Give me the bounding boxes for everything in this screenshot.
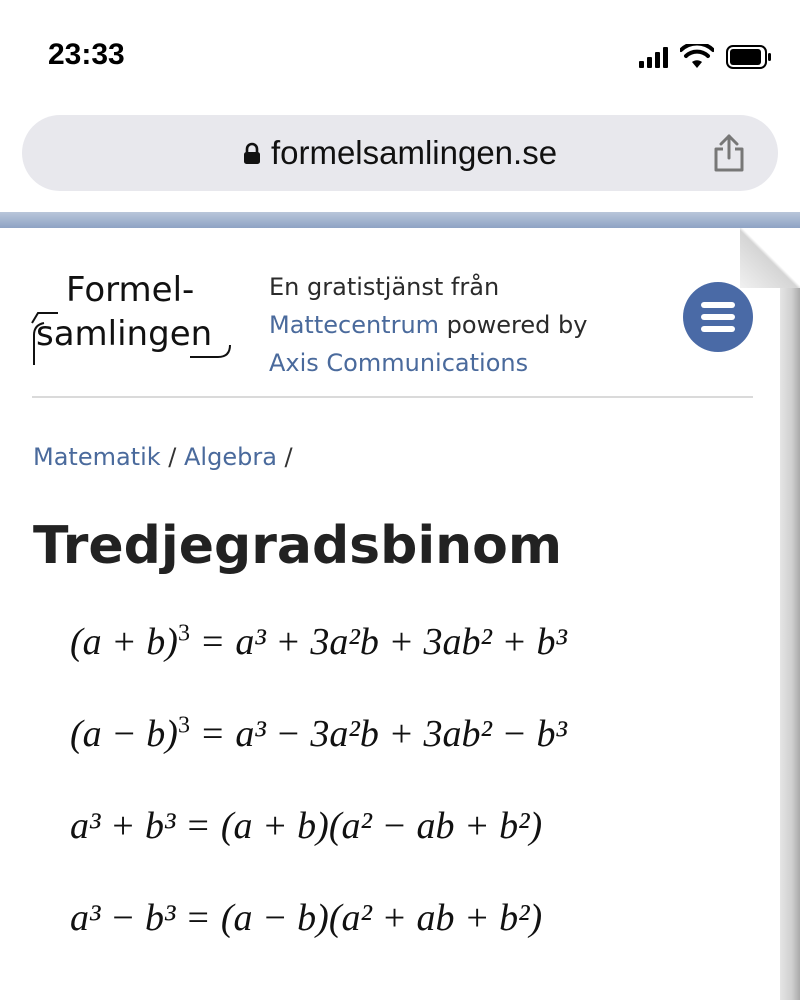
formula-3: a³ + b³ = (a + b)(a² − ab + b²) <box>70 805 543 847</box>
page-title: Tredjegradsbinom <box>33 516 563 576</box>
site-logo[interactable] <box>30 265 255 369</box>
status-bar <box>0 0 800 110</box>
page-curl-corner <box>740 228 800 288</box>
page-curl-edge <box>780 228 800 1000</box>
tagline <box>269 268 587 382</box>
breadcrumb: Matematik / Algebra / <box>33 443 293 471</box>
lock-icon <box>243 142 261 164</box>
share-icon[interactable] <box>712 133 746 173</box>
axis-link[interactable]: Axis Communications <box>269 349 529 377</box>
formula-1-lhs: (a + b) <box>70 621 178 663</box>
formula-2-rhs: a³ − 3a²b + 3ab² − b³ <box>235 713 567 755</box>
web-page <box>0 228 790 1000</box>
tagline-powered-by: powered by <box>439 311 588 339</box>
clock: 23:33 <box>48 38 125 71</box>
formula-3-rhs: (a + b)(a² − ab + b²) <box>220 805 543 847</box>
header-divider <box>32 396 753 398</box>
menu-button[interactable] <box>683 282 753 352</box>
formula-3-lhs: a³ + b³ <box>70 805 176 847</box>
tagline-line1: En gratistjänst från <box>269 273 500 301</box>
formula-4: a³ − b³ = (a − b)(a² + ab + b²) <box>70 897 543 939</box>
logo-line1: Formel- <box>66 270 195 310</box>
formula-2: $(a - b)^3 = a^3 - 3a^2b + 3ab^2 - b^3$ <box>70 712 567 755</box>
wifi-icon <box>680 44 714 70</box>
logo-graphic <box>30 265 255 365</box>
url-text[interactable]: formelsamlingen.se <box>270 134 558 171</box>
battery-icon <box>726 45 772 69</box>
formula-4-rhs: (a − b)(a² + ab + b²) <box>220 897 543 939</box>
tab-sheet-edge <box>0 212 800 228</box>
formula-1: $(a + b)^3 = a^3 + 3a^2b + 3ab^2 + b^3$ <box>70 620 567 663</box>
formula-1-rhs: a³ + 3a²b + 3ab² + b³ <box>235 621 567 663</box>
breadcrumb-matematik[interactable]: Matematik <box>33 443 161 471</box>
formula-2-lhs: (a − b) <box>70 713 178 755</box>
formula-4-lhs: a³ − b³ <box>70 897 176 939</box>
logo-line2: samlingen <box>36 314 213 354</box>
status-icons <box>639 44 772 70</box>
signal-icon <box>639 46 668 68</box>
menu-icon <box>701 302 735 308</box>
breadcrumb-algebra[interactable]: Algebra <box>184 443 277 471</box>
address-bar[interactable] <box>22 115 778 191</box>
mattecentrum-link[interactable]: Mattecentrum <box>269 311 440 339</box>
